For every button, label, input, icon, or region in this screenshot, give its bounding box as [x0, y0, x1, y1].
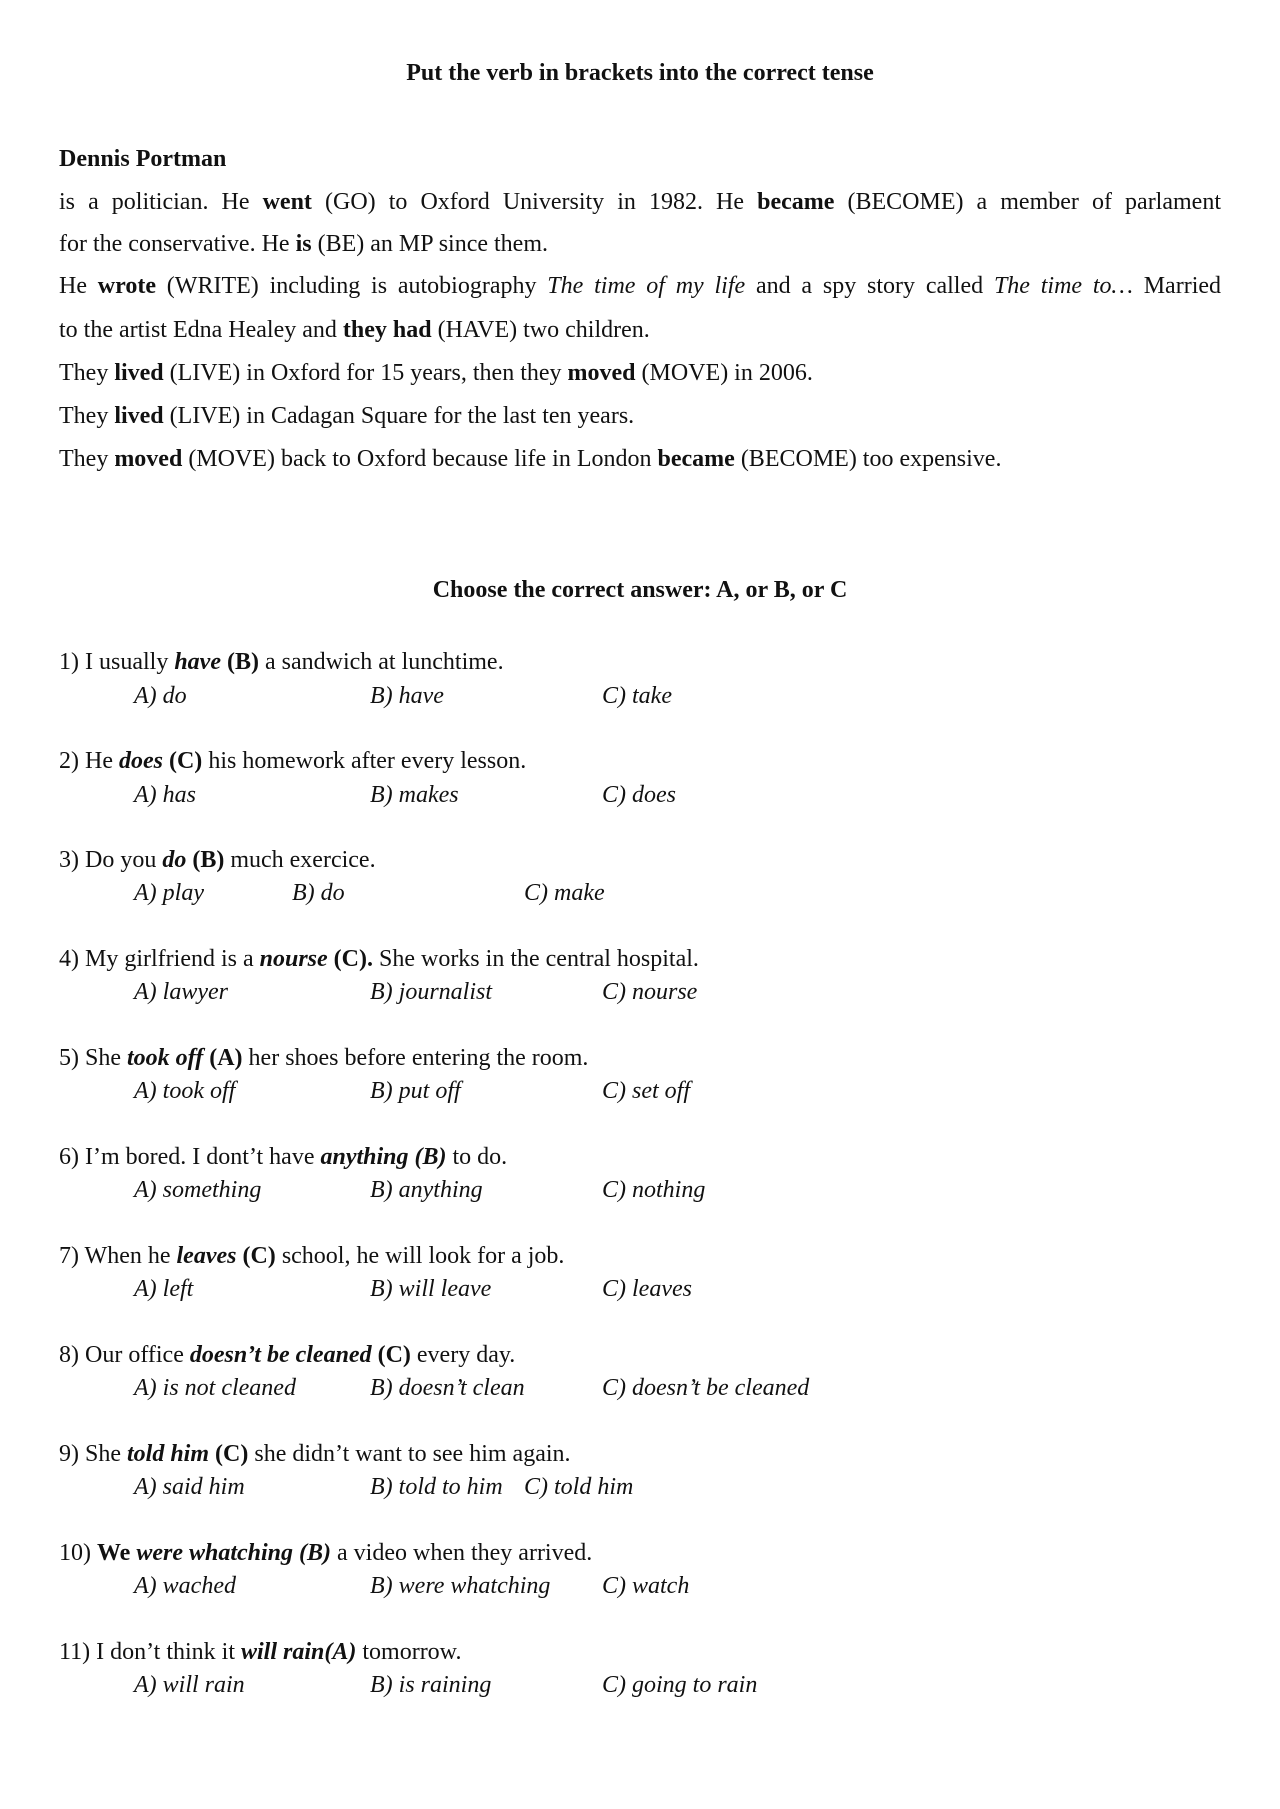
question-6: 6) I’m bored. I dont’t have anything (B) to do. [59, 1144, 508, 1170]
q2-option-b: B) makes [370, 782, 459, 808]
q4-option-a: A) lawyer [134, 979, 228, 1005]
q2-option-c: C) does [602, 782, 676, 808]
q3-option-a: A) play [134, 880, 204, 906]
q6-option-c: C) nothing [602, 1177, 706, 1203]
text-line-7: They moved (MOVE) back to Oxford because life in London became (BECOME) too expensive. [59, 446, 1002, 472]
q5-option-c: C) set off [602, 1078, 690, 1104]
q11-option-b: B) is raining [370, 1672, 492, 1698]
text-line-4: to the artist Edna Healey and they had (HAVE) two children. [59, 317, 650, 343]
q1-option-c: C) take [602, 683, 672, 709]
q4-option-b: B) journalist [370, 979, 493, 1005]
q8-option-a: A) is not cleaned [134, 1375, 296, 1401]
q2-option-a: A) has [134, 782, 196, 808]
q11-option-a: A) will rain [134, 1672, 245, 1698]
section2-title: Choose the correct answer: A, or B, or C [432, 577, 848, 603]
q9-option-a: A) said him [134, 1474, 245, 1500]
question-9: 9) She told him (C) she didn’t want to see him again. [59, 1441, 571, 1467]
q3-option-b: B) do [292, 880, 345, 906]
q7-option-a: A) left [134, 1276, 194, 1302]
q3-option-c: C) make [524, 880, 605, 906]
q6-option-b: B) anything [370, 1177, 483, 1203]
q1-option-b: B) have [370, 683, 444, 709]
q5-option-b: B) put off [370, 1078, 461, 1104]
text-line-1: is a politician. He went (GO) to Oxford University in 1982. He became (BECOME) a member of parlament [59, 189, 1221, 215]
text-line-3: He wrote (WRITE) including is autobiography The time of my life and a spy story called The time to… Married [59, 273, 1222, 299]
q10-option-c: C) watch [602, 1573, 690, 1599]
question-2: 2) He does (C) his homework after every lesson. [59, 748, 527, 774]
text-line-2: for the conservative. He is (BE) an MP since them. [59, 231, 548, 257]
question-10: 10) We were whatching (B) a video when they arrived. [59, 1540, 593, 1566]
q9-option-c: C) told him [524, 1474, 634, 1500]
q7-option-c: C) leaves [602, 1276, 692, 1302]
section1-title: Put the verb in brackets into the correct tense [406, 60, 874, 86]
q6-option-a: A) something [134, 1177, 262, 1203]
q10-option-a: A) wached [134, 1573, 236, 1599]
q7-option-b: B) will leave [370, 1276, 492, 1302]
q11-option-c: C) going to rain [602, 1672, 758, 1698]
question-1: 1) I usually have (B) a sandwich at lunchtime. [59, 649, 504, 675]
section1-name: Dennis Portman [59, 146, 227, 172]
q4-option-c: C) nourse [602, 979, 698, 1005]
q8-option-b: B) doesn’t clean [370, 1375, 525, 1401]
q5-option-a: A) took off [134, 1078, 236, 1104]
q8-option-c: C) doesn’t be cleaned [602, 1375, 810, 1401]
q1-option-a: A) do [134, 683, 187, 709]
question-5: 5) She took off (A) her shoes before entering the room. [59, 1045, 589, 1071]
question-8: 8) Our office doesn’t be cleaned (C) every day. [59, 1342, 516, 1368]
question-7: 7) When he leaves (C) school, he will look for a job. [59, 1243, 565, 1269]
question-3: 3) Do you do (B) much exercice. [59, 847, 376, 873]
text-line-6: They lived (LIVE) in Cadagan Square for the last ten years. [59, 403, 635, 429]
q10-option-b: B) were whatching [370, 1573, 551, 1599]
q9-option-b: B) told to him [370, 1474, 503, 1500]
question-4: 4) My girlfriend is a nourse (C). She works in the central hospital. [59, 946, 699, 972]
text-line-5: They lived (LIVE) in Oxford for 15 years, then they moved (MOVE) in 2006. [59, 360, 813, 386]
question-11: 11) I don’t think it will rain(A) tomorrow. [59, 1639, 462, 1665]
